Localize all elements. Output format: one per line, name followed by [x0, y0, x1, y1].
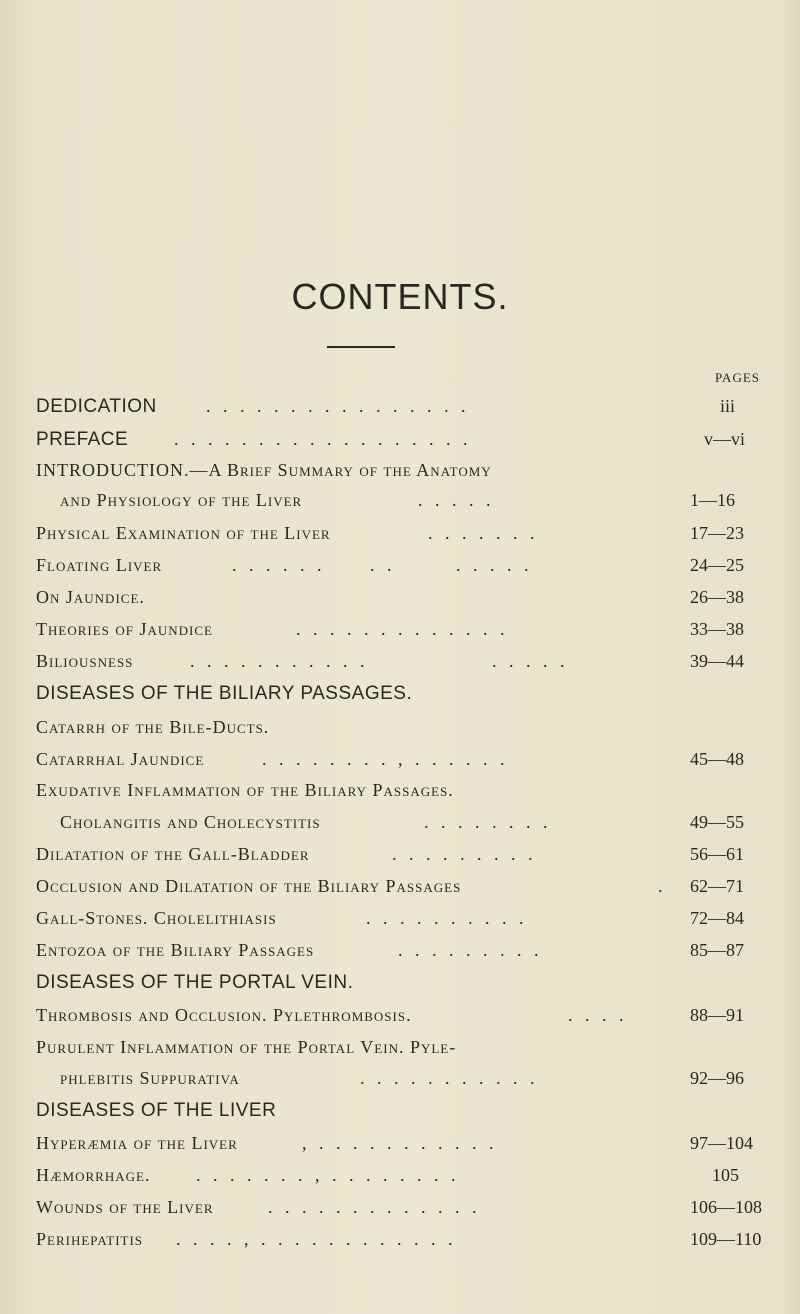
- toc-pages-wounds: 106—108: [690, 1197, 762, 1217]
- dot-leader: . . . . . . . .: [424, 812, 552, 832]
- toc-pages-thrombosis: 88—91: [690, 1005, 744, 1025]
- toc-pages-purulent: 92—96: [690, 1068, 744, 1088]
- toc-entry-phlebitis: phlebitis Suppurativa: [60, 1068, 240, 1088]
- dot-leader: . . . . .: [418, 490, 495, 510]
- toc-pages-hyperaemia: 97—104: [690, 1133, 753, 1153]
- toc-entry-gall-stones: Gall-Stones. Cholelithiasis: [36, 908, 277, 928]
- dot-leader: . . . . . . . . . . . . . . . .: [206, 396, 470, 416]
- toc-entry-floating-liver: Floating Liver: [36, 555, 163, 575]
- toc-entry-theories: Theories of Jaundice: [36, 619, 213, 639]
- toc-pages-floating: 24—25: [690, 555, 744, 575]
- section-heading-liver: DISEASES OF THE LIVER: [36, 1100, 277, 1121]
- toc-pages-perihepatitis: 109—110: [690, 1229, 762, 1249]
- dot-leader: . . . . . .: [232, 555, 326, 575]
- toc-entry-biliousness: Biliousness: [36, 651, 134, 671]
- toc-entry-cholangitis: Cholangitis and Cholecystitis: [60, 812, 321, 832]
- toc-pages-haemorrhage: 105: [712, 1165, 739, 1185]
- toc-pages-intro: 1—16: [690, 490, 735, 510]
- toc-entry-wounds: Wounds of the Liver: [36, 1197, 214, 1217]
- toc-pages-theories: 33—38: [690, 619, 744, 639]
- toc-pages-biliousness: 39—44: [690, 651, 744, 671]
- toc-pages-occlusion: 62—71: [690, 876, 744, 896]
- dot-leader: , . . . . . . . . . . .: [302, 1133, 498, 1153]
- toc-entry-perihepatitis: Perihepatitis: [36, 1229, 144, 1249]
- dot-leader: . .: [370, 555, 396, 575]
- toc-entry-preface: PREFACE: [36, 429, 129, 450]
- toc-entry-introduction: [36, 460, 492, 482]
- section-heading-portal: DISEASES OF THE PORTAL VEIN.: [36, 972, 354, 993]
- toc-entry-entozoa: Entozoa of the Biliary Passages: [36, 940, 315, 960]
- toc-pages-gall-stones: 72—84: [690, 908, 744, 928]
- dot-leader: . . . . . . . . . . . . .: [296, 619, 509, 639]
- dot-leader: . . . . . . .: [428, 523, 539, 543]
- pages-column-header: PAGES: [715, 370, 760, 385]
- toc-entry-text: INTRODUCTION.—A Brief Summary of the Anatomy: [36, 460, 492, 480]
- toc-pages-physical: 17—23: [690, 523, 744, 543]
- dot-leader: . . . . . . . . . .: [366, 908, 528, 928]
- dot-leader: . . . .: [568, 1005, 628, 1025]
- toc-entry-anatomy: and Physiology of the Liver: [60, 490, 303, 510]
- dot-leader: . . . . . . . . .: [398, 940, 543, 960]
- toc-pages-dedication: iii: [720, 396, 736, 416]
- dot-leader: . . . . .: [456, 555, 533, 575]
- dot-leader: . . . . .: [492, 651, 569, 671]
- toc-pages-dilatation: 56—61: [690, 844, 744, 864]
- toc-pages-entozoa: 85—87: [690, 940, 744, 960]
- dot-leader: .: [658, 876, 667, 896]
- dot-leader: . . . . . . . . . . . . . . . . . .: [174, 429, 472, 449]
- dot-leader: . . . . . . . . .: [392, 844, 537, 864]
- toc-pages-cholangitis: 49—55: [690, 812, 744, 832]
- dot-leader: . . . . . . . . , . . . . . .: [262, 749, 509, 769]
- dot-leader: . . . . , . . . . . . . . . . . .: [176, 1229, 457, 1249]
- dot-leader: . . . . . . . . . . . . .: [268, 1197, 481, 1217]
- toc-pages-preface: v—vi: [704, 429, 746, 449]
- toc-entry-catarrh: Catarrh of the Bile-Ducts.: [36, 717, 270, 737]
- toc-entry-dilatation: Dilatation of the Gall-Bladder: [36, 844, 310, 864]
- toc-entry-physical-exam: Physical Examination of the Liver: [36, 523, 331, 543]
- toc-entry-exudative: Exudative Inflammation of the Biliary Passages.: [36, 780, 454, 800]
- toc-pages-jaundice: 26—38: [690, 587, 744, 607]
- title-rule: [327, 346, 395, 348]
- toc-entry-dedication: DEDICATION: [36, 396, 157, 417]
- toc-entry-catarrhal-jaundice: Catarrhal Jaundice: [36, 749, 205, 769]
- toc-pages-catarrhal: 45—48: [690, 749, 744, 769]
- page-title: CONTENTS.: [291, 276, 509, 317]
- dot-leader: . . . . . . . . . . .: [190, 651, 369, 671]
- section-heading-biliary: DISEASES OF THE BILIARY PASSAGES.: [36, 683, 413, 704]
- toc-entry-thrombosis: Thrombosis and Occlusion. Pylethrombosis.: [36, 1005, 412, 1025]
- dot-leader: . . . . . . . . . . .: [360, 1068, 539, 1088]
- toc-entry-purulent: Purulent Inflammation of the Portal Vein. Pyle-: [36, 1037, 457, 1057]
- toc-entry-occlusion: Occlusion and Dilatation of the Biliary Passages: [36, 876, 462, 896]
- toc-entry-haemorrhage: Hæmorrhage.: [36, 1165, 151, 1185]
- toc-entry-hyperaemia: Hyperæmia of the Liver: [36, 1133, 238, 1153]
- toc-entry-jaundice: On Jaundice.: [36, 587, 145, 607]
- dot-leader: . . . . . . . , . . . . . . . .: [196, 1165, 460, 1185]
